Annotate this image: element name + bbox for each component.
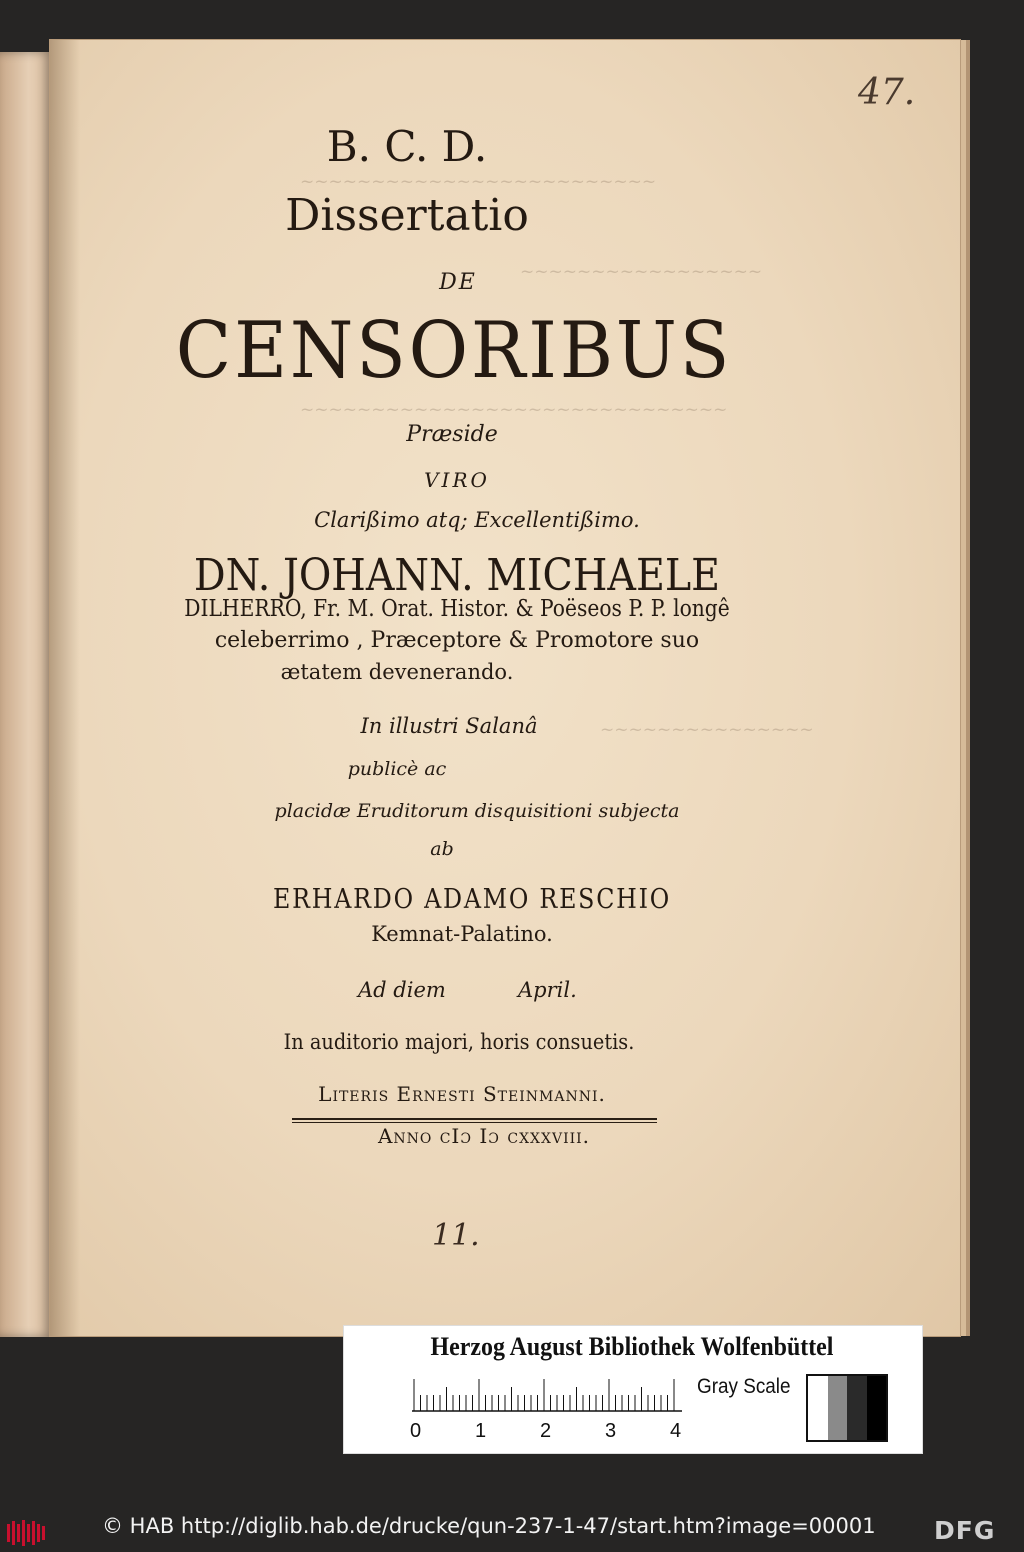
viro-line: VIRO [424, 468, 490, 492]
initials: B. C. D. [326, 122, 488, 171]
gray-scale-label: Gray Scale [697, 1375, 791, 1398]
author-origin: Kemnat-Palatino. [371, 922, 553, 946]
show-through-text: ~~~~~~~~~~~~~~~~~~~~~~~~~ [300, 172, 657, 192]
ruler-number: 0 [410, 1420, 422, 1442]
hab-logo-icon [6, 1518, 46, 1548]
imprint-rule [292, 1122, 657, 1123]
year-line: Anno cIɔ Iɔ cxxxviii. [377, 1124, 591, 1148]
show-through-text: ~~~~~~~~~~~~~~~~~ [520, 262, 763, 282]
april: April. [518, 978, 577, 1002]
dfg-logo: DFG [934, 1516, 996, 1545]
main-title: CENSORIBUS [175, 306, 733, 396]
handwritten-number-bottom: 11. [432, 1218, 480, 1253]
praeses-praise-line: celeberrimo , Præceptore & Promotore suo [214, 628, 700, 653]
dissertatio-heading: Dissertatio [285, 190, 529, 241]
ab-line: ab [430, 838, 454, 860]
show-through-text: ~~~~~~~~~~~~~~~~~~~~~~~~~~~~~~ [300, 400, 728, 420]
praeses-age-line: ætatem devenerando. [280, 660, 514, 684]
scale-ruler [412, 1378, 682, 1412]
gray-swatches [806, 1374, 888, 1442]
printer-line: Literis Ernesti Steinmanni. [318, 1082, 606, 1106]
library-name: Herzog August Bibliothek Wolfenbüttel [430, 1332, 834, 1361]
praeses-titles-line: DILHERRO, Fr. M. Orat. Histor. & Poëseos P. P. longê [184, 596, 730, 622]
imprint-rule [292, 1118, 657, 1120]
ruler-number: 2 [540, 1420, 552, 1442]
ruler-number: 1 [475, 1420, 487, 1442]
auditorio-line: In auditorio majori, horis consuetis. [283, 1030, 635, 1054]
show-through-text: ~~~~~~~~~~~~~~~ [600, 720, 814, 740]
gray-swatch [828, 1376, 848, 1440]
ad-diem: Ad diem [358, 978, 446, 1002]
de-line: DE [439, 270, 477, 295]
gray-swatch [867, 1376, 887, 1440]
ruler-number: 3 [605, 1420, 617, 1442]
author-name: ERHARDO ADAMO RESCHIO [272, 884, 672, 915]
handwritten-number-top: 47. [858, 72, 916, 113]
gray-swatch [847, 1376, 867, 1440]
ruler-number: 4 [670, 1420, 682, 1442]
praeside-line: Præside [406, 422, 498, 447]
praeses-name: DN. JOHANN. MICHAELE [193, 550, 721, 601]
citation-link[interactable]: © HAB http://diglib.hab.de/drucke/qun-237-1-47/start.htm?image=00001 [102, 1514, 876, 1538]
publice-line: publicè ac [347, 758, 447, 780]
placida-line: placidæ Eruditorum disquisitioni subjecta [274, 800, 680, 822]
gray-swatch [808, 1376, 828, 1440]
honorific-line: Clarißimo atq; Excellentißimo. [314, 508, 640, 532]
location-line: In illustri Salanâ [360, 714, 538, 738]
